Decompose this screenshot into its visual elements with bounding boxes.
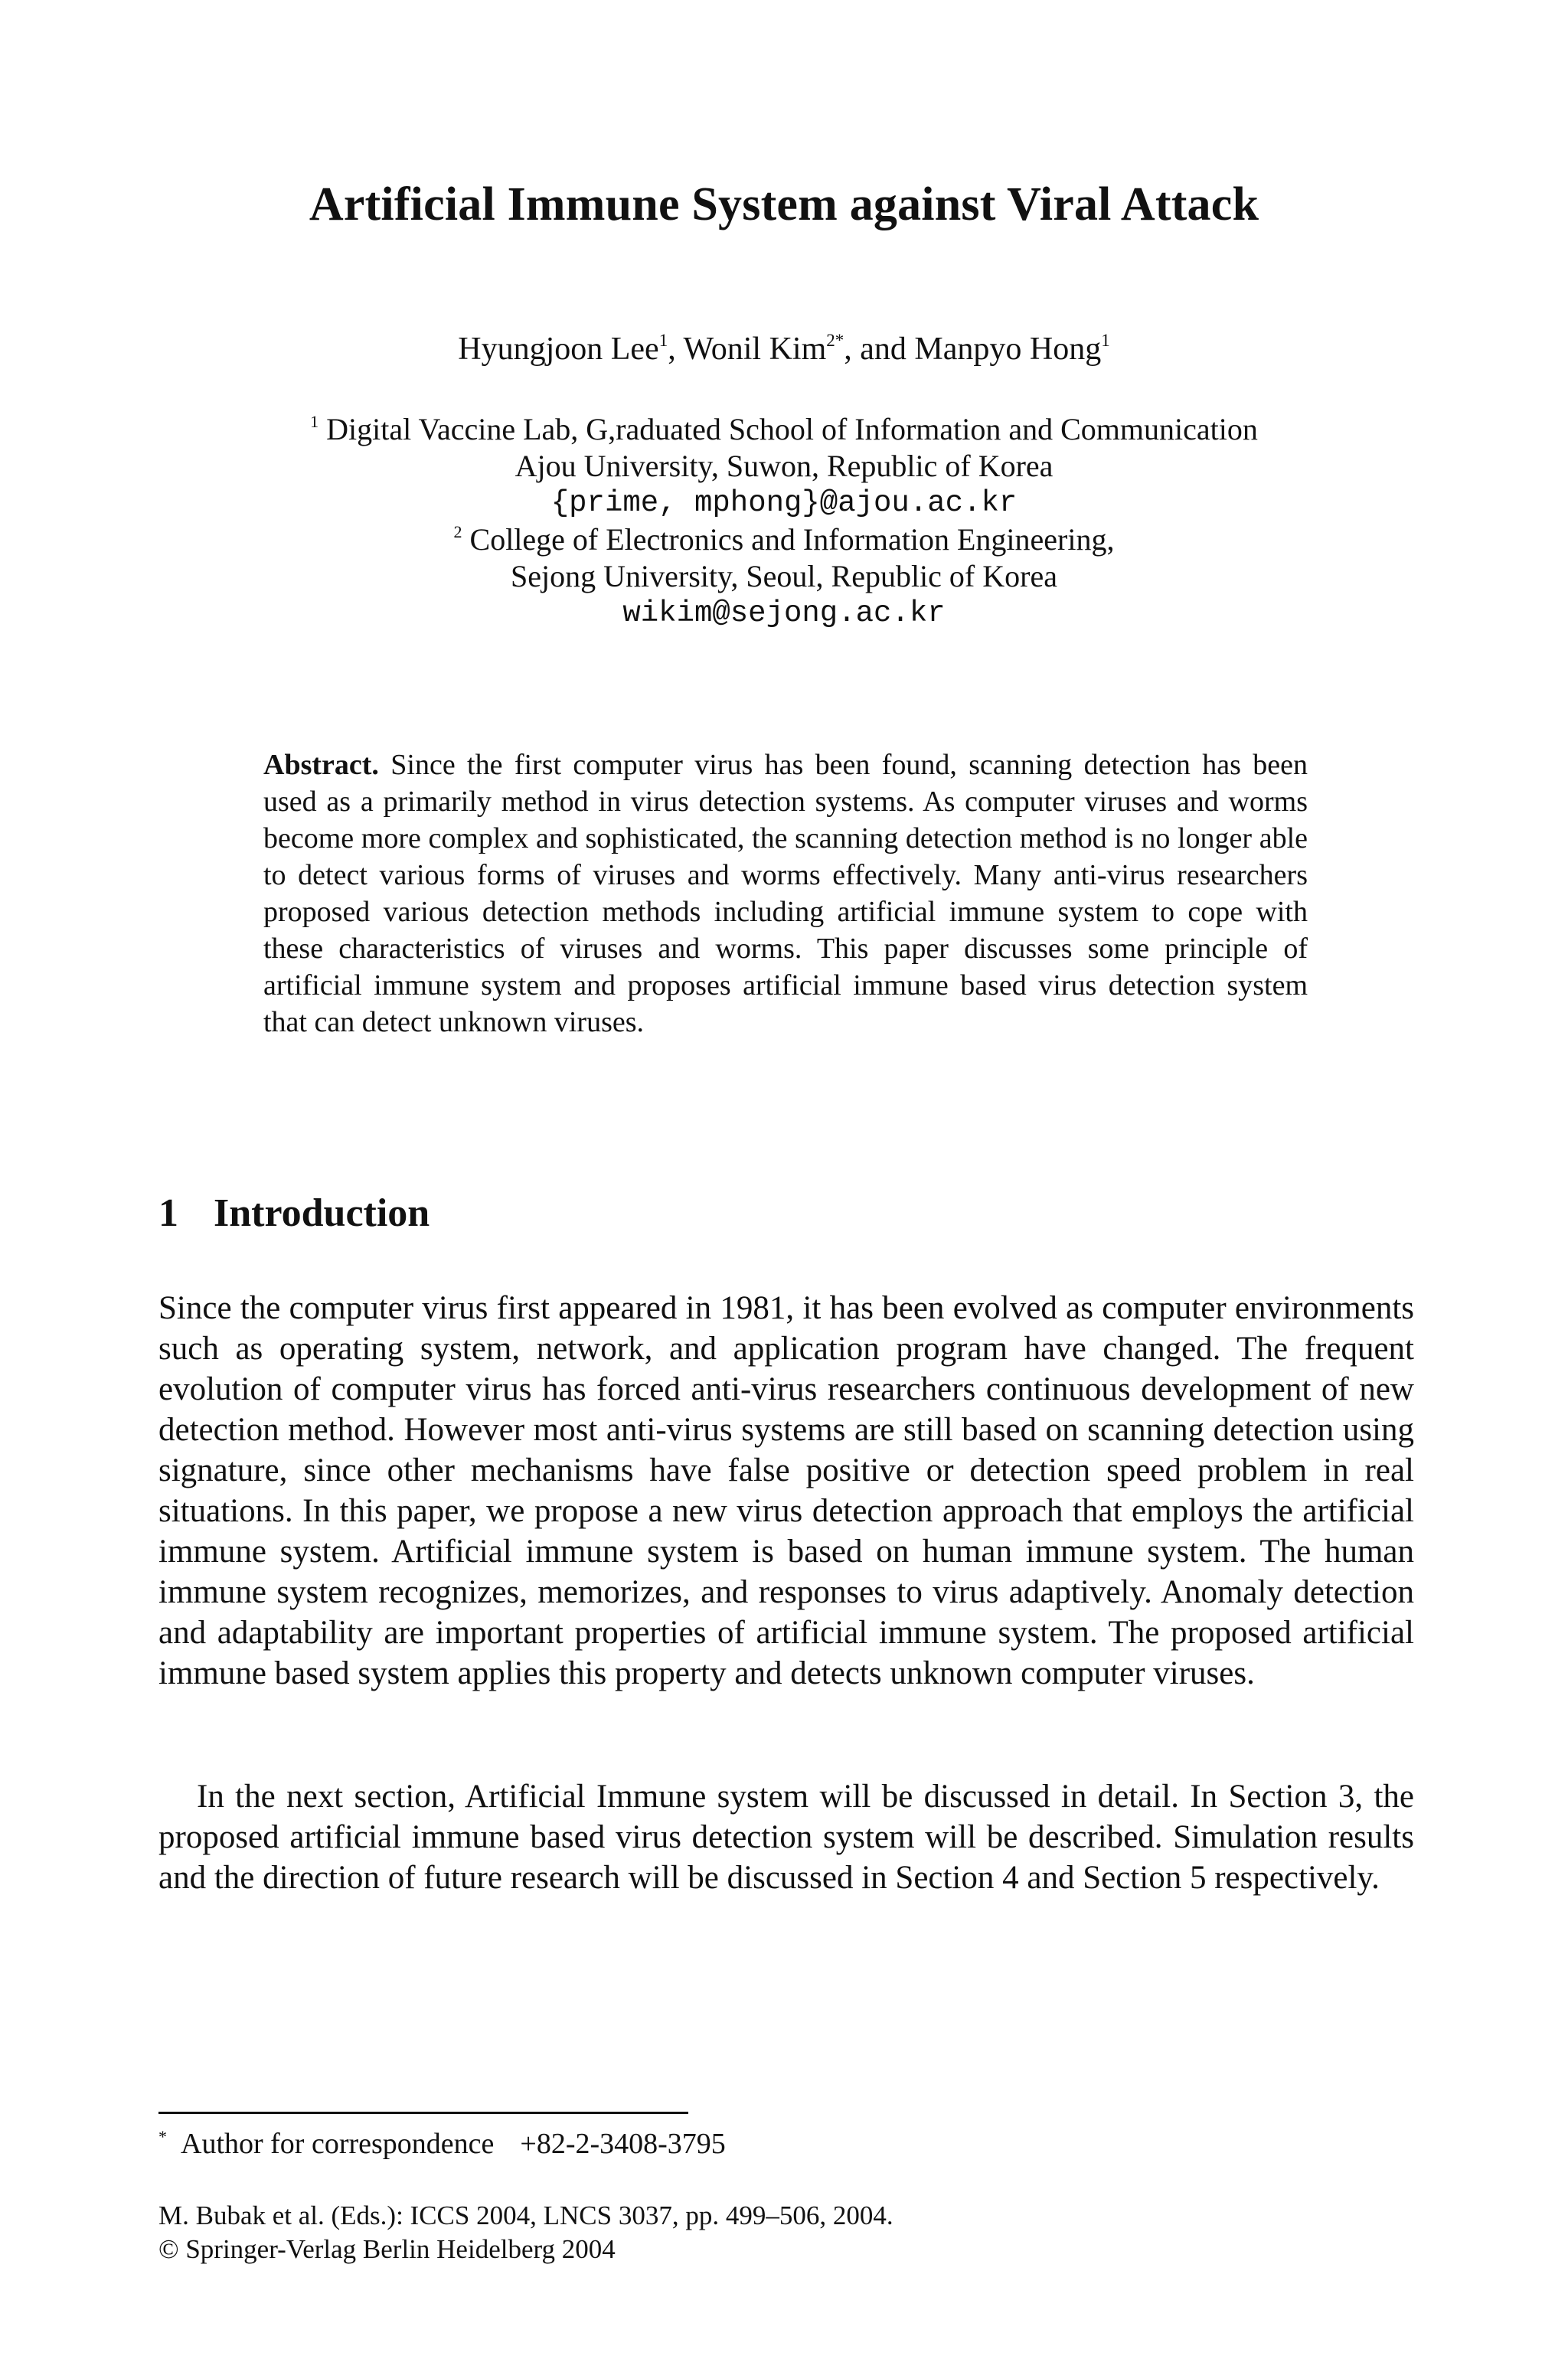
author-affiliation-mark: 2* <box>826 331 844 350</box>
affiliation-2-name-line <box>0 521 1568 558</box>
footnote-phone: +82-2-3408-3795 <box>520 2128 726 2160</box>
section-heading <box>158 1191 430 1236</box>
footnote-text: Author for correspondence <box>181 2128 495 2160</box>
affiliation-2-location: Sejong University, Seoul, Republic of Korea <box>511 559 1057 593</box>
section-title: Introduction <box>214 1191 430 1235</box>
footnote-divider <box>158 2112 688 2114</box>
affiliations-block <box>0 411 1568 632</box>
author-name: Manpyo Hong <box>914 332 1102 367</box>
author-affiliation-mark: 1 <box>1101 331 1110 350</box>
footnote <box>158 2127 726 2161</box>
citation-line-2: © Springer-Verlag Berlin Heidelberg 2004 <box>158 2234 616 2264</box>
affiliation-1-location: Ajou University, Suwon, Republic of Korea <box>514 449 1054 483</box>
affiliation-2-name: College of Electronics and Information Engineering, <box>469 522 1115 557</box>
author-affiliation-mark: 1 <box>658 331 668 350</box>
affiliation-2-email: wikim@sejong.ac.kr <box>622 596 946 630</box>
abstract-label: Abstract. <box>263 749 379 781</box>
author-name: Wonil Kim <box>683 332 827 367</box>
affiliation-mark: 1 <box>310 412 319 431</box>
author-list <box>0 331 1568 368</box>
author-name: Hyungjoon Lee <box>458 332 659 367</box>
citation-line-1: M. Bubak et al. (Eds.): ICCS 2004, LNCS 3037, pp. 499–506, 2004. <box>158 2201 893 2230</box>
affiliation-1-name: Digital Vaccine Lab, G,raduated School of Information and Communication <box>326 412 1258 446</box>
intro-paragraph-2: In the next section, Artificial Immune system will be discussed in detail. In Section 3, the proposed artificial immune based virus detection system will be described. Simulation results and the direction of future research will be discussed in Section 4 and Section 5 respectively. <box>158 1779 1414 1896</box>
citation-block <box>158 2199 893 2266</box>
author-separator: , <box>668 332 684 367</box>
paper-title: Artificial Immune System against Viral Attack <box>309 178 1259 230</box>
intro-paragraph-1: Since the computer virus first appeared in 1981, it has been evolved as computer environments such as operating system, network, and application program have changed. The frequent evolution of computer virus has forced anti-virus researchers continuous development of new detection method. However most anti-virus systems are still based on scanning detection using signature, since other mechanisms have false positive or detection speed problem in real situations. In this paper, we propose a new virus detection approach that employs the artificial immune system. Artificial immune system is based on human immune system. The human immune system recognizes, memorizes, and responses to virus adaptively. Anomaly detection and adaptability are important properties of artificial immune system. The proposed artificial immune based system applies this property and detects unknown computer viruses. <box>158 1290 1414 1691</box>
abstract-text: Since the first computer virus has been found, scanning detection has been used as a primarily method in virus detection systems. As computer viruses and worms become more complex and sophisticated, the scanning detection method is no longer able to detect various forms of viruses and worms effectively. Many anti-virus researchers proposed various detection methods including artificial immune system to cope with these characteristics of viruses and worms. This paper discusses some principle of artificial immune system and proposes artificial immune based virus detection system that can detect unknown viruses. <box>263 749 1308 1038</box>
affiliation-1-name-line <box>0 411 1568 448</box>
affiliation-1-email: {prime, mphong}@ajou.ac.kr <box>550 486 1018 520</box>
affiliation-mark: 2 <box>453 522 462 541</box>
abstract <box>263 747 1308 1041</box>
section-number: 1 <box>158 1191 178 1235</box>
footnote-mark: * <box>158 2127 167 2146</box>
author-separator: , and <box>844 332 915 367</box>
